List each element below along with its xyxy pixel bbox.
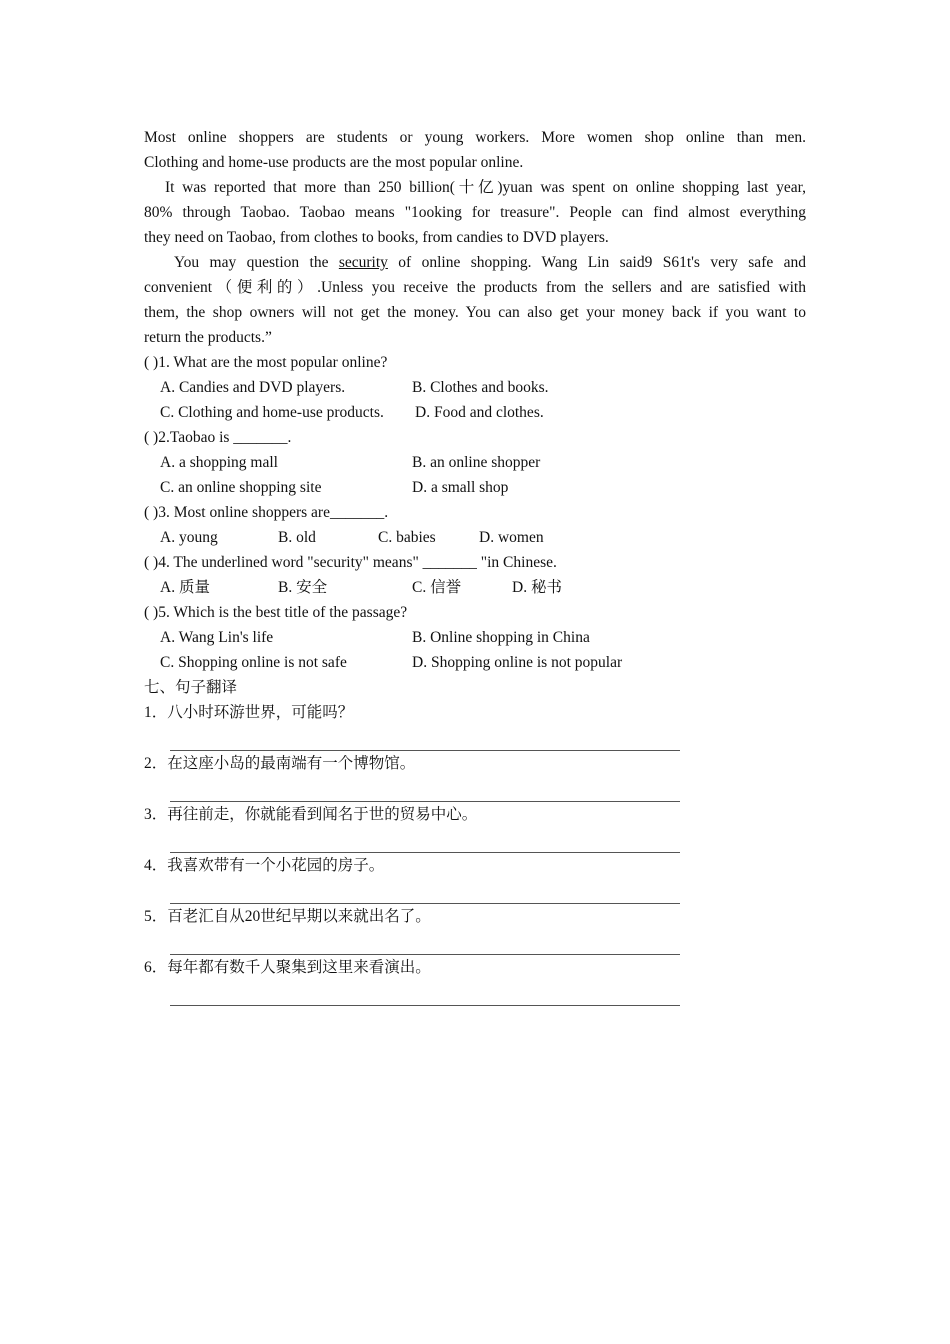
option-a: A. a shopping mall xyxy=(160,454,278,471)
passage-line: Clothing and home-use products are the most popular online. xyxy=(144,154,524,171)
passage-text: of online shopping. Wang Lin said9 S61t's very safe and xyxy=(387,254,806,271)
underlined-word-security: security xyxy=(338,254,388,271)
option-b: B. Online shopping in China xyxy=(412,629,590,646)
passage-line xyxy=(144,250,806,275)
question-1 xyxy=(144,350,806,425)
section-heading: 七、句子翻译 xyxy=(144,679,238,696)
options-row xyxy=(144,625,806,650)
option-b: B. old xyxy=(278,529,316,546)
option-b: B. Clothes and books. xyxy=(412,379,549,396)
answer-line[interactable] xyxy=(170,827,680,853)
answer-line[interactable] xyxy=(170,776,680,802)
translation-section xyxy=(144,675,806,1006)
answer-line[interactable] xyxy=(170,980,680,1006)
passage-line: 80% through Taobao. Taobao means "1ooking for treasure". People can find almost everything xyxy=(144,204,806,221)
answer-line[interactable] xyxy=(170,929,680,955)
options-row xyxy=(144,375,806,400)
translation-item: 4．我喜欢带有一个小花园的房子。 xyxy=(144,857,385,874)
option-c: C. Shopping online is not safe xyxy=(160,654,347,671)
option-a: A. young xyxy=(160,529,218,546)
question-5 xyxy=(144,600,806,675)
passage-text: You may question the xyxy=(174,254,339,271)
answer-line[interactable] xyxy=(170,725,680,751)
option-d: D. a small shop xyxy=(412,479,509,496)
option-b: B. an online shopper xyxy=(412,454,541,471)
option-c: C. an online shopping site xyxy=(160,479,322,496)
option-a: A. 质量 xyxy=(160,579,210,596)
passage-line: It was reported that more than 250 billion(十亿)yuan was spent on online shopping last year, xyxy=(165,179,806,196)
worksheet-content xyxy=(144,125,806,1006)
option-d: D. women xyxy=(479,529,544,546)
reading-passage xyxy=(144,125,806,350)
translation-item: 3．再往前走，你就能看到闻名于世的贸易中心。 xyxy=(144,806,478,823)
passage-line: they need on Taobao, from clothes to books, from candies to DVD players. xyxy=(144,229,609,246)
passage-line: Most online shoppers are students or young workers. More women shop online than men. xyxy=(144,129,806,146)
options-row xyxy=(144,450,806,475)
option-c: C. 信誉 xyxy=(412,579,462,596)
passage-line: return the products.” xyxy=(144,329,272,346)
option-a: A. Candies and DVD players. xyxy=(160,379,346,396)
translation-item: 5．百老汇自从20世纪早期以来就出名了。 xyxy=(144,908,431,925)
options-row xyxy=(144,525,806,550)
options-row xyxy=(144,400,806,425)
options-row xyxy=(144,650,806,675)
option-d: D. Shopping online is not popular xyxy=(412,654,623,671)
translation-item: 2．在这座小岛的最南端有一个博物馆。 xyxy=(144,755,416,772)
question-stem: ( )3. Most online shoppers are_______. xyxy=(144,504,389,521)
option-d: D. Food and clothes. xyxy=(415,404,544,421)
question-stem: ( )1. What are the most popular online? xyxy=(144,354,388,371)
question-stem: ( )5. Which is the best title of the passage? xyxy=(144,604,408,621)
question-stem: ( )2.Taobao is _______. xyxy=(144,429,292,446)
passage-line: them, the shop owners will not get the money. You can also get your money back if you want to xyxy=(144,304,806,321)
option-c: C. Clothing and home-use products. xyxy=(160,404,384,421)
answer-line[interactable] xyxy=(170,878,680,904)
translation-item: 6．每年都有数千人聚集到这里来看演出。 xyxy=(144,959,431,976)
option-a: A. Wang Lin's life xyxy=(160,629,274,646)
options-row xyxy=(144,575,806,600)
question-3 xyxy=(144,500,806,550)
passage-line: convenient（便利的）.Unless you receive the products from the sellers and are satisfied with xyxy=(144,279,806,296)
option-b: B. 安全 xyxy=(278,579,328,596)
options-row xyxy=(144,475,806,500)
option-c: C. babies xyxy=(378,529,436,546)
question-4 xyxy=(144,550,806,600)
question-stem: ( )4. The underlined word "security" means" _______ "in Chinese. xyxy=(144,554,557,571)
translation-item: 1．八小时环游世界，可能吗？ xyxy=(144,704,354,721)
option-d: D. 秘书 xyxy=(512,579,562,596)
question-2 xyxy=(144,425,806,500)
